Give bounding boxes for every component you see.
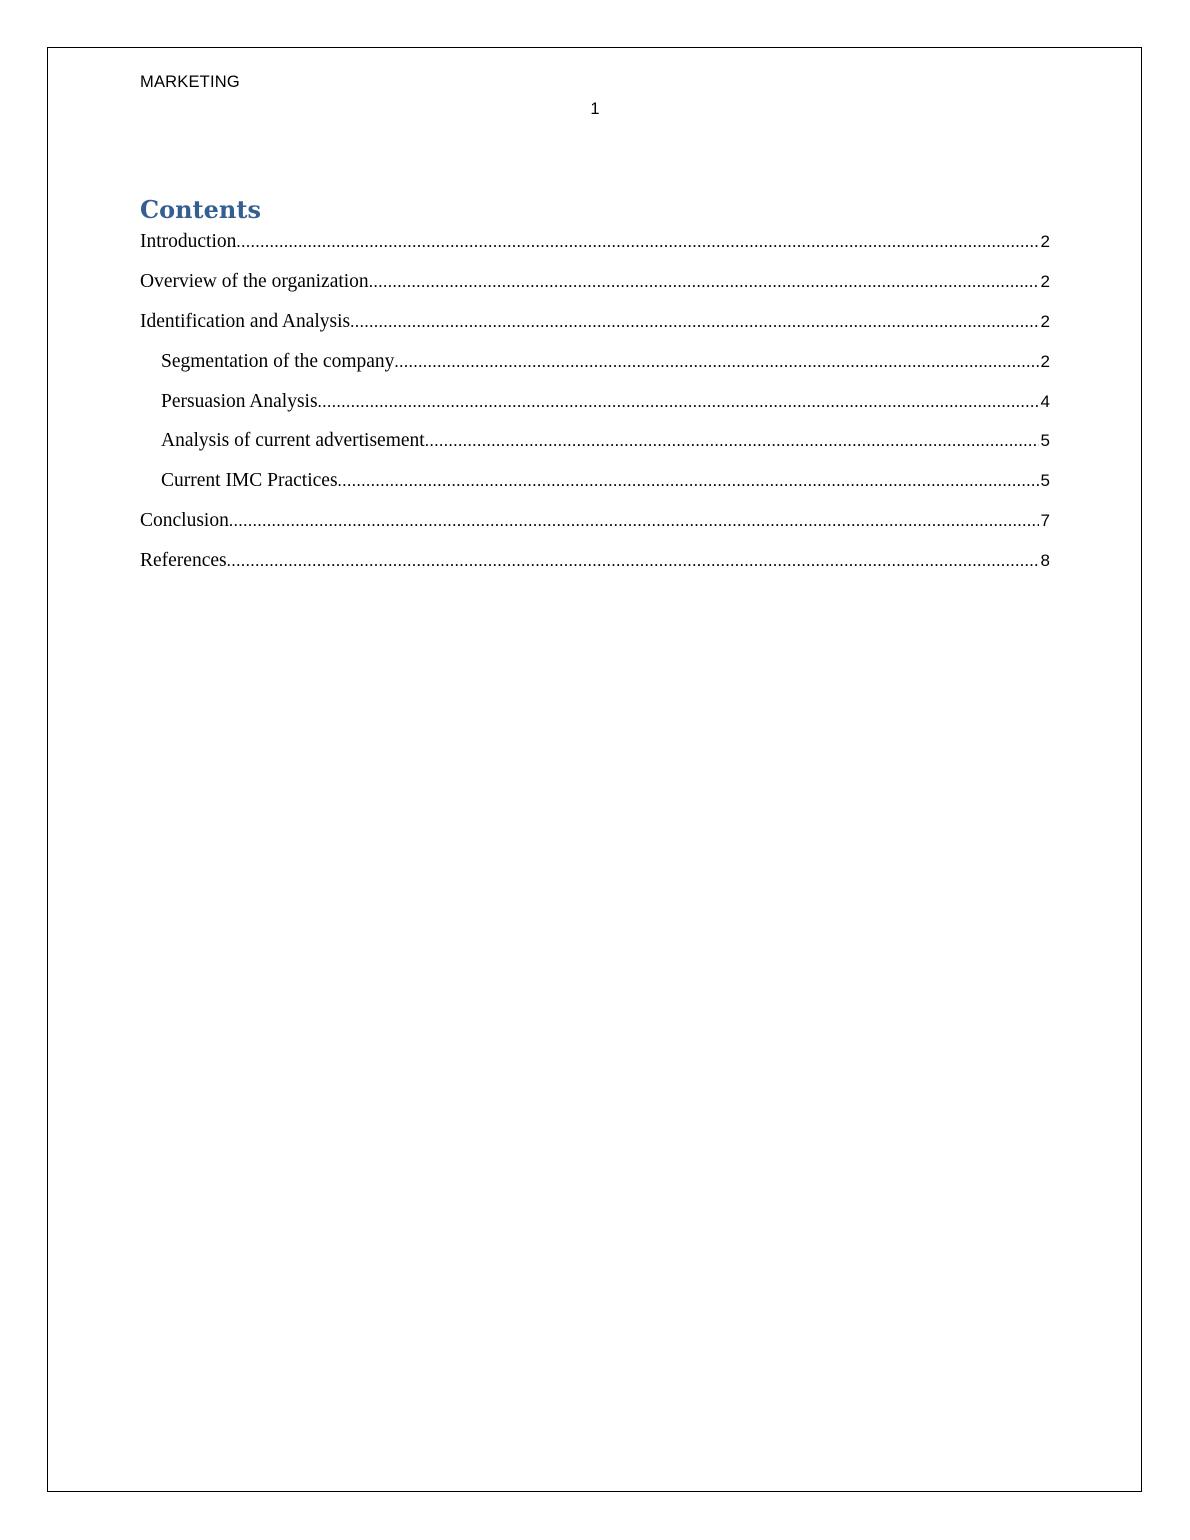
toc-entry-label: Conclusion	[140, 510, 229, 532]
toc-title: Contents	[140, 195, 261, 224]
toc-dot-leader	[229, 511, 1039, 531]
toc-entry-conclusion[interactable]	[140, 510, 1050, 550]
toc-entry-introduction[interactable]	[140, 231, 1050, 271]
toc-dot-leader	[425, 431, 1039, 451]
toc-entry-page: 8	[1040, 551, 1050, 571]
toc-entry-page: 2	[1040, 311, 1050, 331]
toc-entry-references[interactable]	[140, 550, 1050, 590]
toc-entry-page: 4	[1040, 391, 1050, 411]
toc-entry-page: 7	[1040, 511, 1050, 531]
toc-entry-page: 5	[1040, 431, 1050, 451]
toc-dot-leader	[236, 232, 1038, 252]
toc-entry-advertisement[interactable]	[140, 430, 1050, 470]
toc-entry-label: Analysis of current advertisement	[161, 430, 425, 452]
table-of-contents	[140, 231, 1050, 590]
toc-entry-identification[interactable]	[140, 311, 1050, 351]
running-head: MARKETING	[140, 73, 240, 91]
toc-entry-overview[interactable]	[140, 271, 1050, 311]
page-number: 1	[590, 100, 600, 118]
toc-entry-label: Identification and Analysis	[140, 310, 351, 332]
toc-entry-label: Persuasion Analysis	[161, 390, 318, 412]
toc-entry-label: Segmentation of the company	[161, 350, 395, 372]
toc-entry-label: Introduction	[140, 231, 237, 252]
toc-dot-leader	[338, 471, 1039, 491]
toc-entry-label: References	[140, 550, 227, 572]
toc-dot-leader	[318, 392, 1039, 412]
toc-entry-page: 2	[1040, 351, 1050, 371]
toc-dot-leader	[394, 352, 1038, 372]
toc-entry-label: Overview of the organization	[140, 270, 369, 292]
toc-entry-page: 2	[1040, 232, 1050, 251]
toc-entry-imc-practices[interactable]	[140, 470, 1050, 510]
toc-entry-page: 5	[1040, 471, 1050, 491]
toc-dot-leader	[227, 551, 1039, 571]
toc-dot-leader	[350, 312, 1038, 332]
toc-dot-leader	[369, 272, 1039, 292]
toc-entry-label: Current IMC Practices	[161, 470, 338, 492]
toc-entry-segmentation[interactable]	[140, 351, 1050, 391]
toc-entry-persuasion[interactable]	[140, 391, 1050, 431]
toc-entry-page: 2	[1040, 271, 1050, 291]
